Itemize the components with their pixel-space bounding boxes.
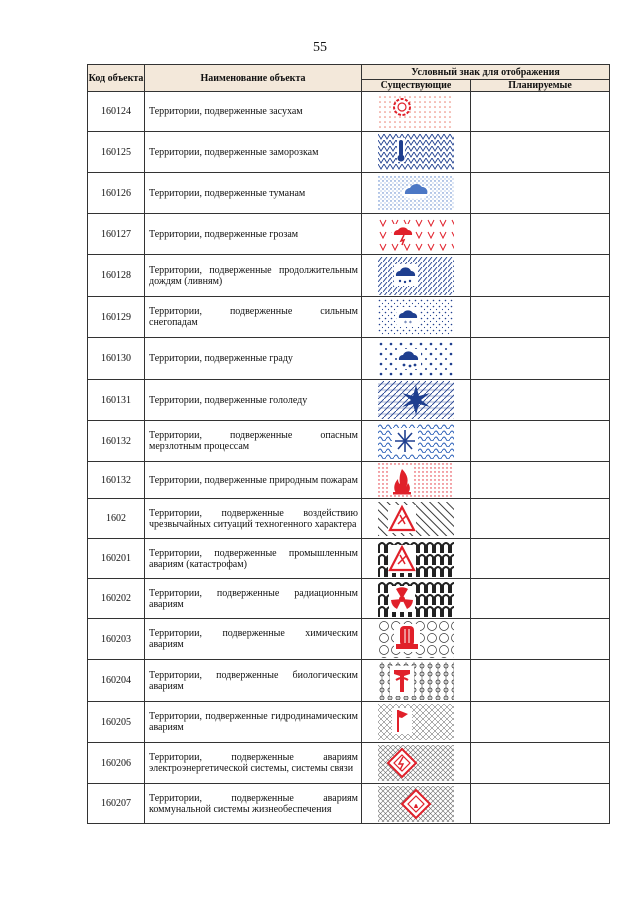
table-row <box>88 539 610 579</box>
object-code: 160131 <box>88 380 145 421</box>
snowfall-sign-icon <box>378 299 454 335</box>
object-code: 160128 <box>88 255 145 297</box>
object-name: Территории, подверженные радиационным авариям <box>145 579 362 619</box>
object-code: 160202 <box>88 579 145 619</box>
table-row <box>88 499 610 539</box>
object-name: Территории, подверженные химическим авариям <box>145 619 362 660</box>
object-name: Территории, подверженные граду <box>145 338 362 380</box>
table-row <box>88 462 610 499</box>
ice-sign-icon <box>378 381 454 419</box>
chemical-accident-sign-icon <box>378 620 454 658</box>
table-row <box>88 743 610 784</box>
industrial-accident-sign-icon <box>378 541 454 577</box>
table-row <box>88 92 610 132</box>
object-name: Территории, подверженные засухам <box>145 92 362 132</box>
object-code: 160130 <box>88 338 145 380</box>
object-code: 160205 <box>88 702 145 743</box>
table-row <box>88 380 610 421</box>
object-code: 160204 <box>88 660 145 702</box>
object-name: Территории, подверженные биологическим авариям <box>145 660 362 702</box>
power-system-accident-sign-icon <box>378 745 454 781</box>
header-code: Код объекта <box>88 65 145 92</box>
object-code: 160206 <box>88 743 145 784</box>
drought-sign-icon <box>378 95 454 129</box>
object-code: 160125 <box>88 132 145 173</box>
table-row <box>88 214 610 255</box>
table-row <box>88 579 610 619</box>
legend-table <box>87 64 610 824</box>
object-code: 160203 <box>88 619 145 660</box>
table-row <box>88 421 610 462</box>
object-code: 160132 <box>88 462 145 499</box>
object-name: Территории, подверженные грозам <box>145 214 362 255</box>
utility-accident-sign-icon <box>378 786 454 822</box>
heavy-rain-sign-icon <box>378 257 454 295</box>
object-name: Территории, подверженные промышленным авариям (катастрофам) <box>145 539 362 579</box>
object-name: Территории, подверженные природным пожарам <box>145 462 362 499</box>
table-row <box>88 132 610 173</box>
object-code: 1602 <box>88 499 145 539</box>
table-row <box>88 173 610 214</box>
object-name: Территории, подверженные туманам <box>145 173 362 214</box>
thunderstorm-sign-icon <box>378 217 454 251</box>
object-code: 160127 <box>88 214 145 255</box>
object-code: 160201 <box>88 539 145 579</box>
hydrodynamic-accident-sign-icon <box>378 704 454 740</box>
object-name: Территории, подверженные авариям коммунальной системы жизнеобеспечения <box>145 784 362 824</box>
object-name: Территории, подверженные воздействию чрезвычайных ситуаций техногенного характера <box>145 499 362 539</box>
object-code: 160129 <box>88 297 145 338</box>
page-number: 55 <box>313 40 327 55</box>
table-row <box>88 702 610 743</box>
header-name: Наименование объекта <box>145 65 362 92</box>
biological-accident-sign-icon <box>378 662 454 700</box>
table-row <box>88 784 610 824</box>
table-row <box>88 297 610 338</box>
object-code: 160126 <box>88 173 145 214</box>
object-name: Территории, подверженные продолжительным дождям (ливням) <box>145 255 362 297</box>
object-code: 160207 <box>88 784 145 824</box>
wildfire-sign-icon <box>378 463 454 497</box>
technogenic-sign-icon <box>378 502 454 536</box>
table-row <box>88 338 610 380</box>
radiation-accident-sign-icon <box>378 581 454 617</box>
object-name: Территории, подверженные гололеду <box>145 380 362 421</box>
header-existing: Существующие <box>362 80 471 92</box>
table-row <box>88 619 610 660</box>
header-sign: Условный знак для отображения <box>362 65 610 80</box>
frost-sign-icon <box>378 134 454 170</box>
permafrost-sign-icon <box>378 423 454 459</box>
object-name: Территории, подверженные авариям электроэнергетической системы, системы связи <box>145 743 362 784</box>
header-planned: Планируемые <box>471 80 610 92</box>
object-name: Территории, подверженные гидродинамическим авариям <box>145 702 362 743</box>
object-code: 160124 <box>88 92 145 132</box>
object-name: Территории, подверженные сильным снегопадам <box>145 297 362 338</box>
fog-sign-icon <box>378 176 454 210</box>
object-name: Территории, подверженные опасным мерзлотным процессам <box>145 421 362 462</box>
svg-text:* *: * * <box>404 320 412 327</box>
table-row <box>88 255 610 297</box>
hail-sign-icon <box>378 341 454 377</box>
object-name: Территории, подверженные заморозкам <box>145 132 362 173</box>
object-code: 160132 <box>88 421 145 462</box>
table-row <box>88 660 610 702</box>
